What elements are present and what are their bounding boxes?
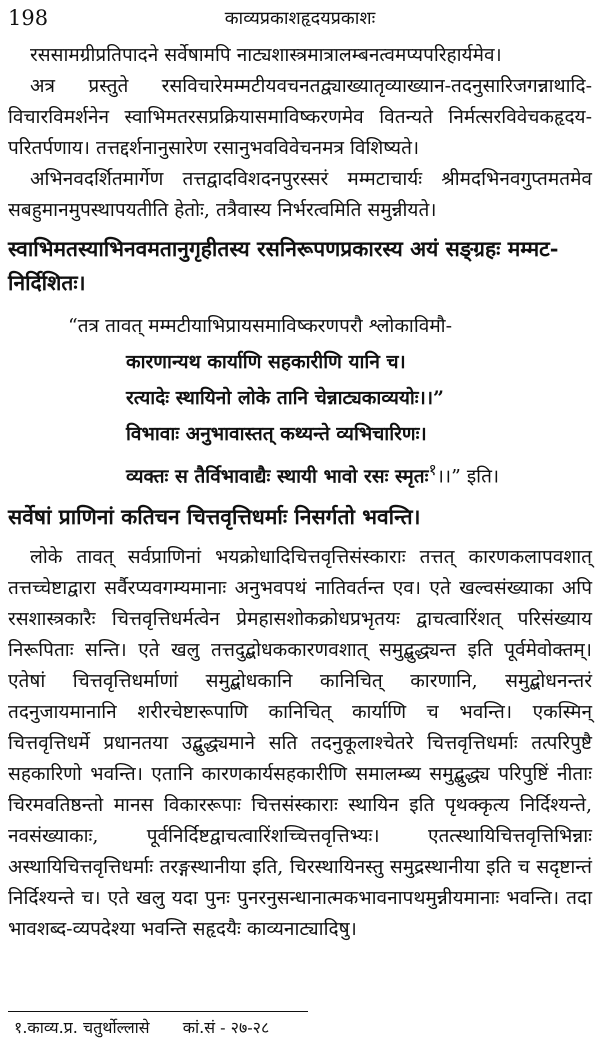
- footnote-marker: १: [428, 460, 437, 479]
- paragraph: लोके तावत् सर्वप्राणिनां भयक्रोधादिचित्तवृत्तिसंस्काराः तत्तत् कारणकलापवशात् तत्तच्चेष्टाद्वारा सर्वैरप्यवगम्यमानाः अनुभवपथं नातिवर्तन्त एव। एते खल्वसंख्याका अपि रसशास्त्रकारैः चित्तवृत्तिधर्मत्वेन प्रेमहासशोकक्रोधप्रभृतयः द्वाचत्वारिंशत् परिसंख्याय निरूपिताः सन्ति। एते खलु तत्तदुद्बोधककारणवशात् समुद्बुद्ध्यन्त इति पूर्वमेवोक्तम्। एतेषां चित्तवृत्तिधर्माणां समुद्बोधकानि कानिचित् कारणानि, समुद्बोधनन्तरं तदनुजायमानानि शरीरचेष्टारूपाणि कानिचित् कार्याणि च भवन्ति। एकस्मिन् चित्तवृत्तिधर्मे प्रधानतया उद्बुद्ध्यमाने सति तदनुकूलाश्चेतरे चित्तवृत्तिधर्माः तत्परिपुष्टै सहकारिणो भवन्ति। एतानि कारणकार्यसहकारीणि समालम्ब्य समुद्बुद्ध्य परिपुष्टिं नीताः चिरमवतिष्ठन्तो मानस विकाररूपाः चित्तसंस्काराः स्थायिन इति पृथक्कृत्य निर्दिश्यन्ते, नवसंख्याकाः, पूर्वनिर्दिष्टद्वाचत्वारिंशच्चित्तवृत्तिभ्यः। एतत्स्थायिचित्तवृत्तिभिन्नाः अस्थायिचित्तवृत्तिधर्माः तरङ्गस्थानीया इति, चिरस्थायिनस्तु समुद्रस्थानीया इति च सदृष्टान्तं निर्दिश्यन्ते च। एते खलु यदा पुनः पुनरनुसन्धानात्मकभावनापथमुन्नीयमानाः भवन्ति। तदा भावशब्द-व्यपदेश्या भवन्ति सहृदयैः काव्यनाट्यादिषु।: [8, 546, 592, 941]
- running-head: काव्यप्रकाशहृदयप्रकाशः: [224, 8, 376, 29]
- verse-quote: [8, 308, 592, 494]
- section-heading: सर्वेषां प्राणिनां कतिचन चित्तवृत्तिधर्माः निसर्गतो भवन्ति।: [8, 504, 421, 530]
- page-number: 198: [8, 6, 49, 30]
- verse-text: व्यक्तः स तैर्विभावाद्यैः स्थायी भावो रसः स्मृतः: [126, 465, 429, 488]
- paragraph: अत्र प्रस्तुते रसविचारेमम्मटीयवचनतद्व्याख्यातृव्याख्यान-तदनुसारिजगन्नाथादि-विचारविमर्शनेन स्वाभिमतरसप्रक्रियासमाविष्करणमेव वितन्यते निर्मत्सरविवेचकहृदय-परितर्पणाय। तत्तद्दर्शनानुसारेण रसानुभवविवेचनमत्र विशिष्यते।: [8, 75, 592, 159]
- section-heading: स्वाभिमतस्याभिनवमतानुगृहीतस्य रसनिरूपणप्रकारस्य अयं सङ्ग्रहः मम्मट-निर्दिशितः।: [8, 236, 559, 295]
- verse-line-last: [8, 452, 592, 494]
- footnote-divider: [8, 1011, 308, 1012]
- footnote-ref: कां.सं - २७-२८: [182, 1018, 270, 1037]
- paragraph: रससामग्रीप्रतिपादने सर्वेषामपि नाट्यशास्त्रमात्रालम्बनत्वमप्यपरिहार्यमेव।: [30, 44, 502, 66]
- footnote: [14, 1016, 297, 1038]
- page-header: [8, 4, 592, 34]
- verse-tail: ।।” इति।: [436, 465, 500, 488]
- paragraph: अभिनवदर्शितमार्गेण तत्तद्वादविशदनपुरस्सरं मम्मटाचार्यः श्रीमदभिनवगुप्तमतमेव सबहुमानमुपस्थापयतीति हेतोः, तत्रैवास्य निर्भरत्वमिति समुन्नीयते।: [8, 168, 592, 221]
- verse-line: रत्यादेः स्थायिनो लोके तानि चेन्नाट्यकाव्ययोः।।”: [126, 387, 444, 409]
- page-body: [8, 40, 592, 945]
- verse-line: विभावाः अनुभावास्तत् कथ्यन्ते व्यभिचारिणः।: [126, 423, 427, 445]
- verse-line: कारणान्यथ कार्याणि सहकारीणि यानि च।: [126, 351, 406, 373]
- quote-intro: “तत्र तावत् मम्मटीयाभिप्रायसमाविष्करणपरौ श्लोकाविमौ-: [68, 315, 453, 337]
- footnote-label: १.काव्य.प्र. चतुर्थोल्लासे: [14, 1018, 150, 1037]
